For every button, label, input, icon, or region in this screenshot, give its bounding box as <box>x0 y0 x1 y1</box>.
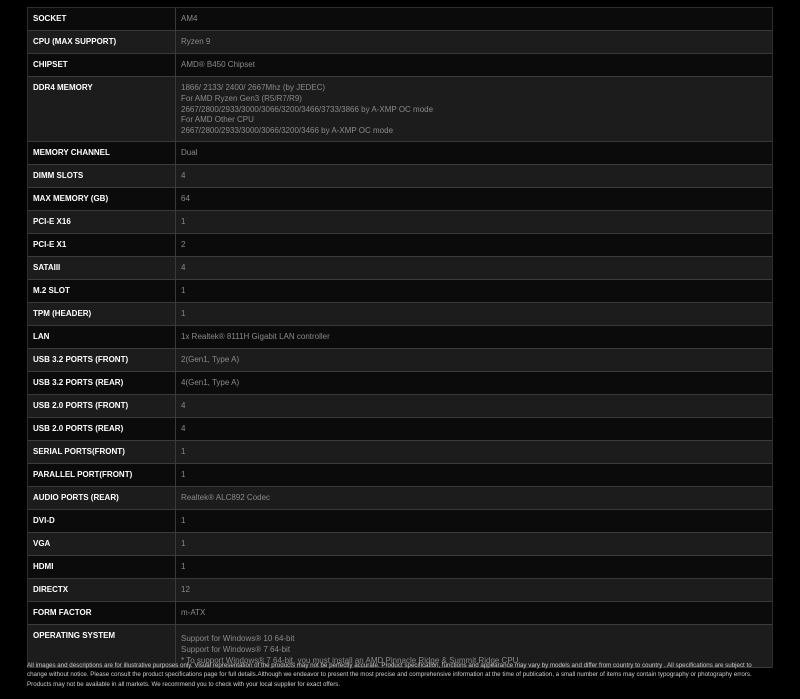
spec-value-line: For AMD Ryzen Gen3 (R5/R7/R9) <box>181 93 302 103</box>
spec-row <box>27 533 773 556</box>
spec-row <box>27 188 773 211</box>
spec-value-line: 1x Realtek® 8111H Gigabit LAN controller <box>181 332 330 341</box>
spec-row <box>27 54 773 77</box>
spec-label: DVI-D <box>28 510 176 532</box>
spec-row <box>27 418 773 441</box>
spec-value-line: 1 <box>181 309 186 318</box>
spec-value-line: 12 <box>181 585 190 594</box>
spec-value-line: Realtek® ALC892 Codec <box>181 493 271 502</box>
spec-value <box>176 8 772 30</box>
spec-row <box>27 602 773 625</box>
spec-row <box>27 395 773 418</box>
spec-label: SERIAL PORTS(FRONT) <box>28 441 176 463</box>
spec-value-line: 4 <box>181 424 186 433</box>
spec-value-line: 1 <box>181 562 186 571</box>
spec-value <box>176 533 772 555</box>
spec-label: CHIPSET <box>28 54 176 76</box>
spec-label: CPU (MAX SUPPORT) <box>28 31 176 53</box>
spec-label: USB 2.0 PORTS (REAR) <box>28 418 176 440</box>
spec-value <box>176 418 772 440</box>
spec-value-line: 4 <box>181 171 186 180</box>
spec-label: AUDIO PORTS (REAR) <box>28 487 176 509</box>
spec-value <box>176 165 772 187</box>
spec-row <box>27 234 773 257</box>
spec-value-line: 1 <box>181 516 186 525</box>
disclaimer-line: change without notice. Please consult the product specifications page for full details.Although we endeavor to present the most precise and comprehensive information at the time of publication, a small number of items may contain typography or photography errors. <box>27 671 752 679</box>
spec-row <box>27 556 773 579</box>
spec-row <box>27 8 773 31</box>
spec-value-line: 64 <box>181 194 190 203</box>
spec-value <box>176 54 772 76</box>
spec-value <box>176 326 772 348</box>
spec-value-line: 4 <box>181 401 186 410</box>
spec-row <box>27 510 773 533</box>
spec-value-line: Dual <box>181 148 198 157</box>
spec-value <box>176 280 772 302</box>
spec-value-line: * To support Windows® 7 64-bit, you must install an AMD Pinnacle Ridge & Summit Ridge CPU. <box>181 655 521 665</box>
spec-value <box>176 602 772 624</box>
spec-row <box>27 165 773 188</box>
spec-row <box>27 326 773 349</box>
spec-value <box>176 188 772 210</box>
spec-value-line: 1 <box>181 539 186 548</box>
spec-value <box>176 257 772 279</box>
spec-value <box>176 211 772 233</box>
spec-label: OPERATING SYSTEM <box>28 625 176 667</box>
disclaimer <box>27 661 777 689</box>
spec-value <box>176 487 772 509</box>
spec-label: SOCKET <box>28 8 176 30</box>
spec-value-line: Support for Windows® 10 64-bit <box>181 634 295 643</box>
spec-label: HDMI <box>28 556 176 578</box>
spec-label: USB 2.0 PORTS (FRONT) <box>28 395 176 417</box>
spec-row <box>27 487 773 510</box>
spec-value-line: For AMD Other CPU <box>181 115 254 125</box>
spec-value-line: 2 <box>181 240 186 249</box>
spec-value-line: AM4 <box>181 14 198 23</box>
spec-label: DDR4 MEMORY <box>28 77 176 141</box>
spec-label: SATAIII <box>28 257 176 279</box>
spec-value-line: 1 <box>181 286 186 295</box>
spec-value <box>176 464 772 486</box>
spec-row <box>27 464 773 487</box>
spec-label: USB 3.2 PORTS (FRONT) <box>28 349 176 371</box>
spec-row <box>27 579 773 602</box>
spec-value-line: AMD® B450 Chipset <box>181 60 255 69</box>
spec-value-line: 2(Gen1, Type A) <box>181 355 240 364</box>
spec-label: MAX MEMORY (GB) <box>28 188 176 210</box>
spec-row <box>27 211 773 234</box>
spec-row <box>27 280 773 303</box>
disclaimer-line: All images and descriptions are for illustrative purposes only. Visual representation of the products may not be perfectly accurate. Product specification, functions and appearance may vary by models and differ from country to country . All specifications are subject to <box>27 662 752 669</box>
spec-value-line: 1 <box>181 217 186 226</box>
spec-value <box>176 77 772 141</box>
spec-row <box>27 257 773 280</box>
spec-value <box>176 556 772 578</box>
spec-value-line: 4 <box>181 263 186 272</box>
spec-label: M.2 SLOT <box>28 280 176 302</box>
spec-value-line: 2667/2800/2933/3000/3066/3200/3466 by A-XMP OC mode <box>181 126 394 136</box>
spec-value-line: 2667/2800/2933/3000/3066/3200/3466/3733/3866 by A-XMP OC mode <box>181 104 434 114</box>
disclaimer-line: Products may not be available in all markets. We recommend you to check with your local supplier for exact offers. <box>27 680 341 688</box>
spec-label: DIMM SLOTS <box>28 165 176 187</box>
spec-label: FORM FACTOR <box>28 602 176 624</box>
spec-label: DIRECTX <box>28 579 176 601</box>
spec-label: PCI-E X16 <box>28 211 176 233</box>
spec-label: VGA <box>28 533 176 555</box>
spec-value <box>176 31 772 53</box>
spec-table <box>27 7 773 668</box>
spec-value-line: Ryzen 9 <box>181 37 211 46</box>
spec-label: MEMORY CHANNEL <box>28 142 176 164</box>
spec-value <box>176 303 772 325</box>
spec-row <box>27 372 773 395</box>
spec-label: LAN <box>28 326 176 348</box>
spec-row <box>27 77 773 142</box>
spec-label: USB 3.2 PORTS (REAR) <box>28 372 176 394</box>
spec-value-line: 4(Gen1, Type A) <box>181 378 240 387</box>
spec-row <box>27 303 773 326</box>
spec-label: PARALLEL PORT(FRONT) <box>28 464 176 486</box>
spec-value <box>176 579 772 601</box>
spec-label: TPM (HEADER) <box>28 303 176 325</box>
spec-row <box>27 142 773 165</box>
spec-value <box>176 510 772 532</box>
spec-value <box>176 372 772 394</box>
spec-value <box>176 395 772 417</box>
spec-row <box>27 441 773 464</box>
spec-value-line: m-ATX <box>181 608 206 617</box>
spec-value <box>176 349 772 371</box>
spec-value-line: 1866/ 2133/ 2400/ 2667Mhz (by JEDEC) <box>181 83 326 92</box>
spec-value <box>176 441 772 463</box>
spec-value <box>176 142 772 164</box>
spec-value-line: 1 <box>181 470 186 479</box>
spec-value <box>176 234 772 256</box>
spec-value-line: 1 <box>181 447 186 456</box>
spec-row <box>27 31 773 54</box>
spec-row <box>27 349 773 372</box>
spec-value-line: Support for Windows® 7 64-bit <box>181 644 291 654</box>
spec-label: PCI-E X1 <box>28 234 176 256</box>
